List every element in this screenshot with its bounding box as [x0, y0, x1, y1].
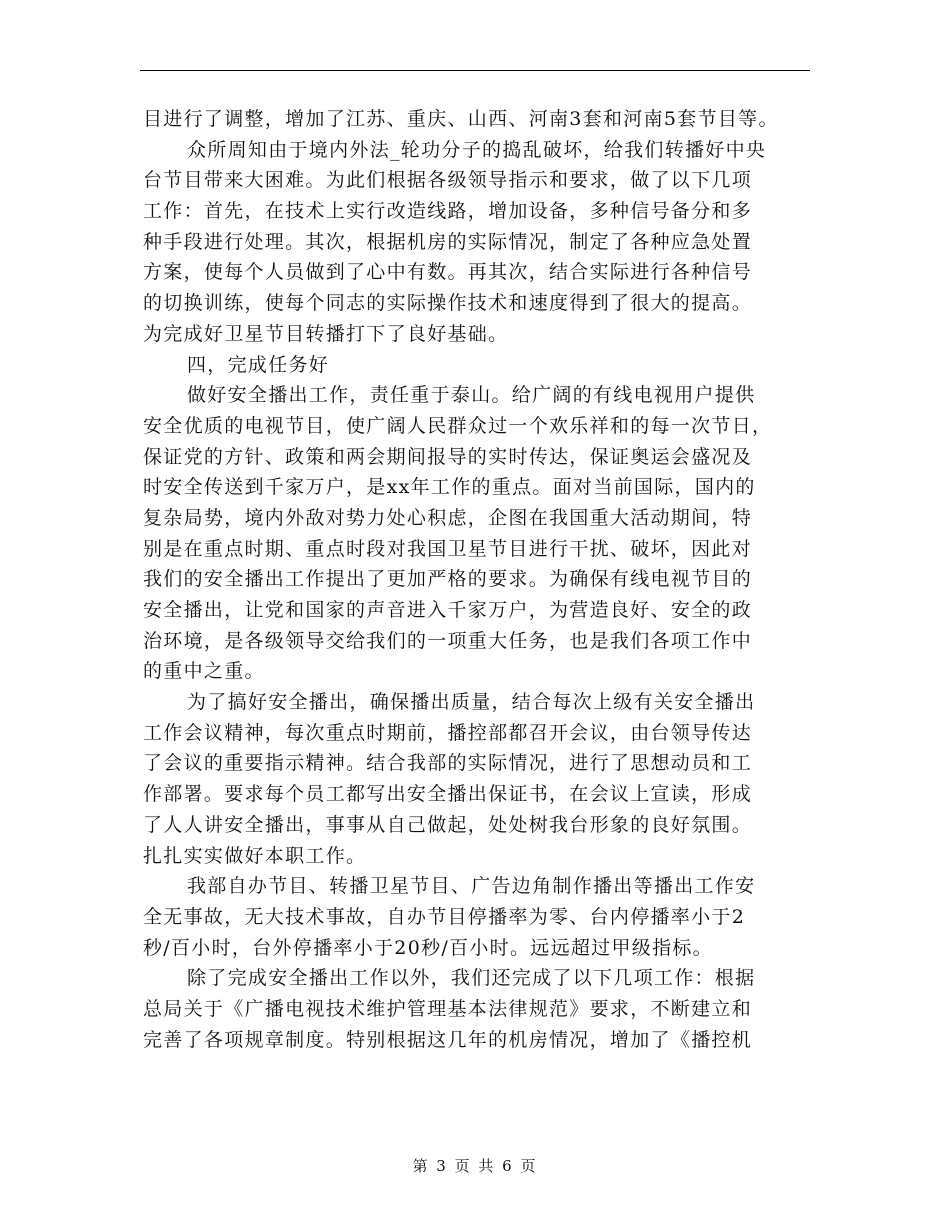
document-body: [143, 104, 813, 1055]
text-line: 的切换训练，使每个同志的实际操作技术和速度得到了很大的提高。: [143, 292, 753, 315]
text-line: 方案，使每个人员做到了心中有数。再其次，结合实际进行各种信号: [143, 261, 753, 284]
text-line: 我们的安全播出工作提出了更加严格的要求。为确保有线电视节目的: [143, 568, 753, 591]
text-line: 秒/百小时，台外停播率小于20秒/百小时。远远超过甲级指标。: [143, 936, 713, 959]
text-line: 工作：首先，在技术上实行改造线路，增加设备，多种信号备分和多: [143, 200, 753, 223]
text-line: 时安全传送到千家万户，是xx年工作的重点。面对当前国际，国内的: [143, 476, 756, 499]
text-line: 别是在重点时期、重点时段对我国卫星节目进行干扰、破坏，因此对: [143, 537, 753, 560]
paragraph-start-line: 我部自办节目、转播卫星节目、广告边角制作播出等播出工作安: [187, 875, 756, 898]
text-line: 安全播出，让党和国家的声音进入千家万户，为营造良好、安全的政: [143, 599, 753, 621]
text-line: 种手段进行处理。其次，根据机房的实际情况，制定了各种应急处置: [143, 230, 753, 253]
text-line: 完善了各项规章制度。特别根据这几年的机房情况，增加了《播控机: [143, 1028, 753, 1051]
text-line: 目进行了调整，增加了江苏、重庆、山西、河南3套和河南5套节目等。: [143, 108, 779, 130]
text-line: 治环境，是各级领导交给我们的一项重大任务，也是我们各项工作中: [143, 629, 753, 652]
text-line: 全无事故，无大技术事故，自办节目停播率为零、台内停播率小于2: [143, 905, 746, 928]
paragraph-start-line: 为了搞好安全播出，确保播出质量，结合每次上级有关安全播出: [187, 691, 756, 714]
page-footer: 第 3 页 共 6 页: [412, 1157, 538, 1175]
section-heading: 四，完成任务好: [187, 353, 330, 376]
text-line: 作部署。要求每个员工都写出安全播出保证书，在会议上宣读，形成: [143, 783, 753, 806]
text-line: 保证党的方针、政策和两会期间报导的实时传达，保证奥运会盛况及: [143, 445, 753, 468]
paragraph-start-line: 众所周知由于境内外法_轮功分子的捣乱破坏，给我们转播好中央: [187, 138, 767, 161]
text-line: 复杂局势，境内外敌对势力处心积虑，企图在我国重大活动期间，特: [143, 506, 753, 529]
paragraph-start-line: 除了完成安全播出工作以外，我们还完成了以下几项工作：根据: [187, 967, 756, 990]
text-line: 台节目带来大困难。为此们根据各级领导指示和要求，做了以下几项: [143, 169, 753, 192]
text-line: 扎扎实实做好本职工作。: [143, 844, 367, 867]
text-line: 的重中之重。: [143, 660, 265, 683]
text-line: 了人人讲安全播出，事事从自己做起，处处树我台形象的良好氛围。: [143, 813, 753, 836]
text-line: 总局关于《广播电视技术维护管理基本法律规范》要求，不断建立和: [143, 997, 753, 1020]
text-line: 安全优质的电视节目，使广阔人民群众过一个欢乐祥和的每一次节日，: [143, 414, 773, 437]
paragraph-start-line: 做好安全播出工作，责任重于泰山。给广阔的有线电视用户提供: [187, 384, 756, 407]
text-line: 工作会议精神，每次重点时期前，播控部都召开会议，由台领导传达: [143, 721, 753, 744]
text-line: 了会议的重要指示精神。结合我部的实际情况，进行了思想动员和工: [143, 752, 753, 775]
header-rule: [140, 70, 810, 71]
text-line: 为完成好卫星节目转播打下了良好基础。: [143, 322, 509, 345]
